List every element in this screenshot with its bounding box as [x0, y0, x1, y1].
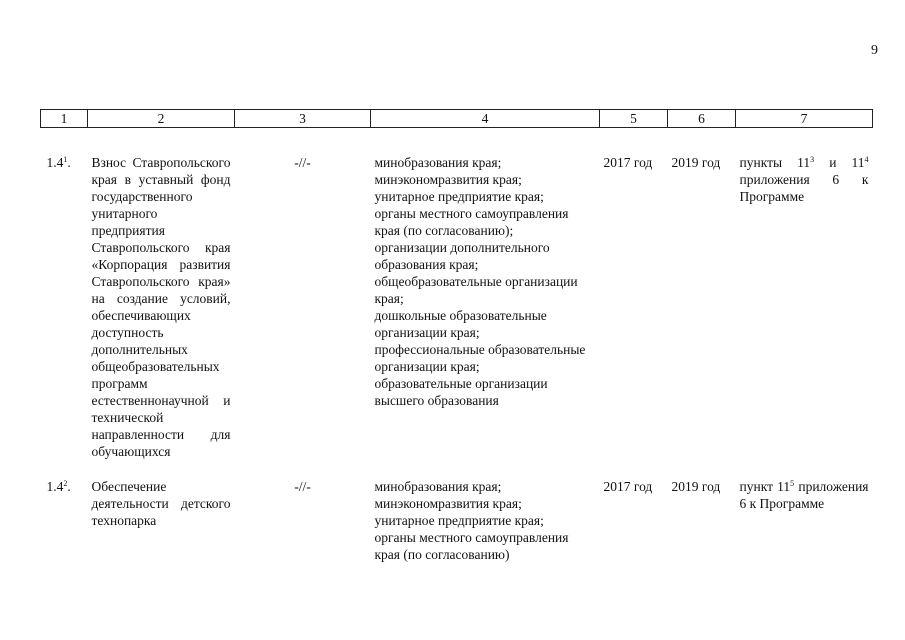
executors-list: [371, 154, 600, 460]
executor-item: минобразования края;: [374, 479, 502, 494]
row-number: $1.4^2$.: [46, 479, 71, 494]
reference: пункты $11^3$ и $11^4$ приложения 6 к Программе: [739, 155, 869, 204]
end-year: 2019 год: [671, 155, 721, 170]
column-header: 2: [88, 110, 235, 128]
start-year: 2017 год: [603, 155, 653, 170]
measure-name: Обеспечение деятельности детского технопарка: [91, 479, 231, 528]
reference: пункт $11^5$ приложения 6 к Программе: [739, 479, 869, 511]
executor-item: минобразования края;: [374, 155, 502, 170]
table-row: [41, 478, 873, 563]
end-year: 2019 год: [671, 479, 721, 494]
column-header: 1: [41, 110, 88, 128]
column-header: 5: [600, 110, 668, 128]
row-number: $1.4^1$.: [46, 155, 71, 170]
page-number: 9: [871, 43, 878, 58]
column-header: 7: [736, 110, 873, 128]
column-header: 3: [235, 110, 371, 128]
column-header: 6: [668, 110, 736, 128]
executor-item: унитарное предприятие края;: [374, 513, 544, 528]
executor-item: органы местного самоуправления края (по согласованию);: [374, 206, 569, 238]
executor-item: унитарное предприятие края;: [374, 189, 544, 204]
column-3-value: -//-: [294, 155, 311, 170]
executor-item: минэкономразвития края;: [374, 172, 522, 187]
column-3-value: -//-: [294, 479, 311, 494]
executor-item: дошкольные образовательные организации края;: [374, 308, 547, 340]
measure-name: Взнос Ставропольского края в уставный фонд государственного унитарного предприятия Ставропольского края «Корпорация развития Ставропольского края» на создание условий, обеспечивающих доступность дополнительных общеобразовательных программ естественнонаучной и технической направленности для обучающихся: [91, 155, 231, 459]
table-header-row: [41, 110, 873, 128]
column-header: 4: [371, 110, 600, 128]
executor-item: организации дополнительного образования края;: [374, 240, 550, 272]
executor-item: образовательные организации высшего образования: [374, 376, 548, 408]
executor-item: минэкономразвития края;: [374, 496, 522, 511]
executor-item: органы местного самоуправления края (по согласованию): [374, 530, 569, 562]
plan-table: [40, 109, 873, 563]
start-year: 2017 год: [603, 479, 653, 494]
executors-list: [371, 478, 600, 563]
executor-item: общеобразовательные организации края;: [374, 274, 578, 306]
executor-item: профессиональные образовательные организации края;: [374, 342, 586, 374]
table-row: [41, 154, 873, 460]
